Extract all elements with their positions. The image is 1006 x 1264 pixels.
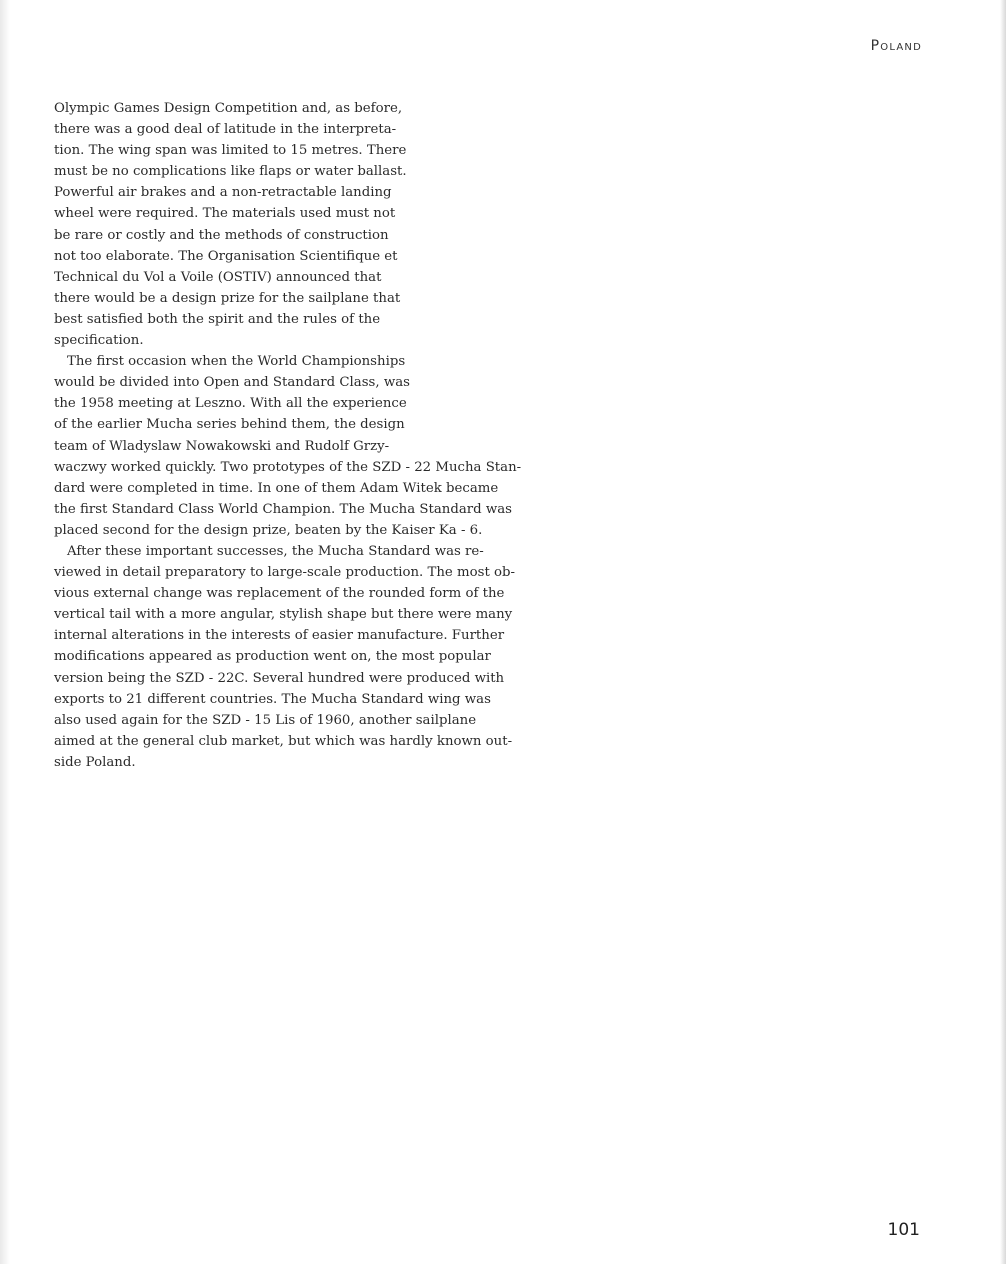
text-line: of the earlier Mucha series behind them, the design <box>54 417 405 433</box>
text-line: wheel were required. The materials used must not <box>54 206 396 222</box>
text-line: The first occasion when the World Championships <box>67 354 406 370</box>
text-line: internal alterations in the interests of easier manufacture. Further <box>54 628 505 644</box>
text-line: not too elaborate. The Organisation Scientifique et <box>54 248 398 264</box>
text-line: viewed in detail preparatory to large-scale production. The most ob- <box>54 565 516 581</box>
text-line: waczwy worked quickly. Two prototypes of the SZD - 22 Mucha Stan- <box>54 459 522 475</box>
body-text <box>54 98 522 773</box>
page-gutter-shadow <box>0 0 10 1264</box>
paragraph-1 <box>54 98 472 351</box>
text-line: version being the SZD - 22C. Several hundred were produced with <box>54 670 505 686</box>
paragraph-2 <box>54 351 522 541</box>
text-line: must be no complications like flaps or water ballast. <box>54 164 407 180</box>
text-line: tion. The wing span was limited to 15 metres. There <box>54 143 407 159</box>
text-line: aimed at the general club market, but which was hardly known out- <box>54 733 513 749</box>
text-line: specification. <box>54 333 144 349</box>
text-line: placed second for the design prize, beaten by the Kaiser Ka - 6. <box>54 522 483 538</box>
text-line: also used again for the SZD - 15 Lis of 1960, another sailplane <box>54 712 477 728</box>
paragraph-3 <box>54 541 516 773</box>
text-line: the first Standard Class World Champion. The Mucha Standard was <box>54 501 512 517</box>
text-line: modifications appeared as production went on, the most popular <box>54 649 491 665</box>
text-line: there was a good deal of latitude in the interpreta- <box>54 122 397 138</box>
text-line: Powerful air brakes and a non-retractable landing <box>54 185 392 201</box>
page-number: 101 <box>887 1220 920 1240</box>
text-line: there would be a design prize for the sailplane that <box>54 290 401 306</box>
text-line: dard were completed in time. In one of them Adam Witek became <box>54 480 499 496</box>
text-line: Technical du Vol a Voile (OSTIV) announced that <box>54 269 382 285</box>
text-line: vertical tail with a more angular, stylish shape but there were many <box>54 607 513 623</box>
page-edge-shadow <box>1000 0 1006 1264</box>
text-line: vious external change was replacement of the rounded form of the <box>54 586 505 602</box>
text-line: best satisfied both the spirit and the rules of the <box>54 311 381 327</box>
text-line: team of Wladyslaw Nowakowski and Rudolf Grzy- <box>54 438 390 454</box>
text-line: Olympic Games Design Competition and, as before, <box>54 101 403 116</box>
text-line: exports to 21 different countries. The Mucha Standard wing was <box>54 691 491 707</box>
running-head: Poland <box>870 38 922 54</box>
text-line: the 1958 meeting at Leszno. With all the experience <box>54 396 407 412</box>
text-line: be rare or costly and the methods of construction <box>54 227 389 243</box>
text-line: would be divided into Open and Standard Class, was <box>54 375 410 391</box>
text-line: After these important successes, the Mucha Standard was re- <box>67 543 484 559</box>
text-line: side Poland. <box>54 754 136 770</box>
